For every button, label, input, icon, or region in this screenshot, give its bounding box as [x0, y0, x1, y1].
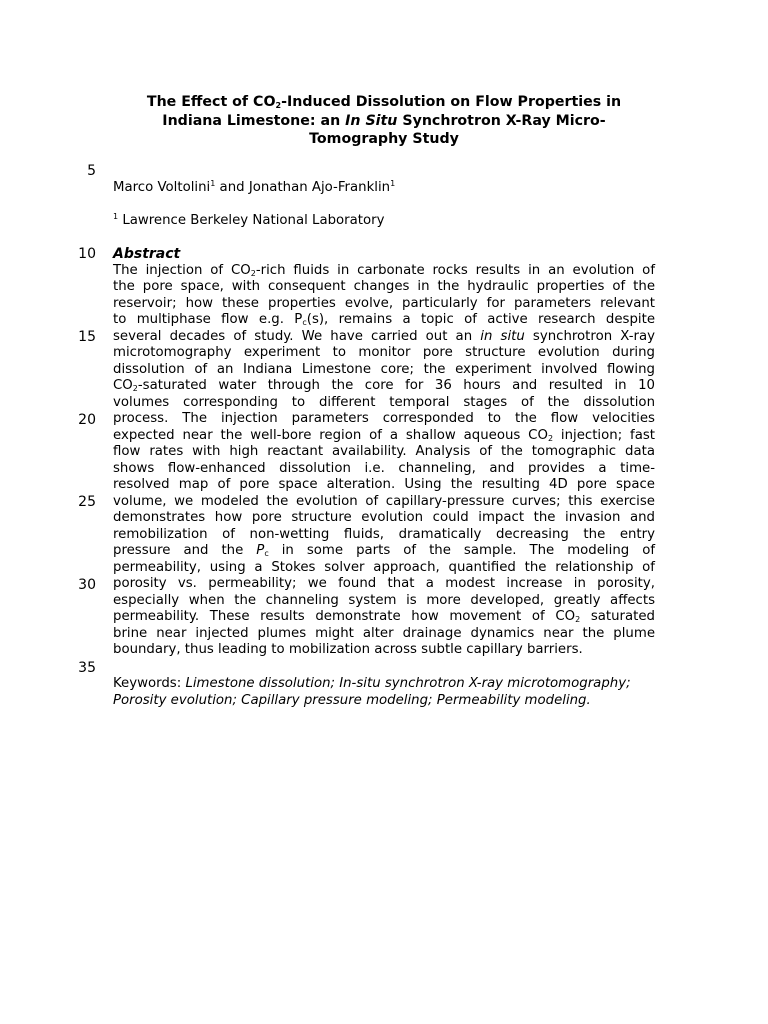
keywords: [113, 676, 673, 709]
line-number-20: 20: [78, 412, 96, 428]
line-number-35: 35: [78, 660, 96, 676]
author-name: Marco Voltolini: [113, 180, 211, 195]
keywords-list: Limestone dissolution; In-situ synchrotron X-ray microtomography;: [185, 676, 631, 691]
affiliation-marker: 1: [390, 179, 396, 188]
abstract-line: microtomography experiment to monitor pore structure evolution during: [113, 345, 655, 360]
paper-title: [113, 93, 655, 149]
line-number-10: 10: [78, 246, 96, 262]
abstract-line: especially when the channeling system is more developed, greatly affects: [113, 592, 655, 608]
abstract-line: permeability, using a Stokes solver approach, quantified the relationship of: [113, 559, 655, 575]
abstract-line: to multiphase flow e.g. $P_c(s)$, remains a topic of active research despite: [113, 312, 656, 327]
line-number-25: 25: [78, 494, 96, 510]
title-line-3: Tomography Study: [309, 131, 459, 147]
affiliation-marker: 1: [113, 212, 119, 221]
affiliation: $^1$ Lawrence Berkeley National Laboratory: [113, 212, 385, 228]
abstract-line: expected near the well-bore region of a shallow aqueous $CO_2$ injection; fast: [113, 427, 656, 443]
author-name: Jonathan Ajo-Franklin: [248, 180, 391, 195]
abstract-line: the pore space, with consequent changes in the hydraulic properties of the: [113, 279, 655, 294]
affiliation-marker: 1: [210, 179, 216, 188]
keywords-list: Porosity evolution; Capillary pressure modeling; Permeability modeling.: [113, 692, 591, 708]
abstract-line: pressure and the $P_c$ in some parts of the sample. The modeling of: [113, 543, 656, 558]
abstract-line: brine near injected plumes might alter drainage dynamics near the plume: [113, 625, 655, 641]
abstract-line: flow rates with high reactant availability. Analysis of the tomographic data: [113, 444, 655, 459]
abstract-line: The injection of $CO_2$-rich fluids in carbonate rocks results in an evolution of: [113, 262, 656, 278]
abstract-line: shows flow-enhanced dissolution i.e. channeling, and provides a time-: [113, 460, 655, 476]
abstract-line: boundary, thus leading to mobilization across subtle capillary barriers.: [113, 642, 583, 657]
title-line-1: The Effect of $CO_2$-Induced Dissolution on Flow Properties in: [146, 94, 622, 110]
line-number-15: 15: [78, 329, 96, 345]
author-list: Marco Voltolini$^1$ and Jonathan Ajo-Franklin$^1$: [113, 179, 396, 195]
abstract-line: volume, we modeled the evolution of capillary-pressure curves; this exercise: [113, 493, 655, 509]
abstract-heading: Abstract: [113, 246, 181, 262]
abstract-line: $CO_2$-saturated water through the core for 36 hours and resulted in 10: [113, 378, 655, 393]
abstract-line: several decades of study. We have carried out an in situ synchrotron X-ray: [113, 328, 655, 344]
line-number-30: 30: [78, 577, 96, 593]
abstract-line: volumes corresponding to different temporal stages of the dissolution: [113, 394, 655, 410]
keywords-label: Keywords:: [113, 676, 186, 691]
abstract-line: porosity vs. permeability; we found that a modest increase in porosity,: [113, 576, 655, 591]
abstract-line: dissolution of an Indiana Limestone core; the experiment involved flowing: [113, 361, 655, 377]
abstract-line: resolved map of pore space alteration. Using the resulting 4D pore space: [113, 477, 655, 492]
abstract-line: permeability. These results demonstrate how movement of $CO_2$ saturated: [113, 609, 655, 624]
abstract-line: process. The injection parameters corresponded to the flow velocities: [113, 411, 655, 426]
abstract-line: reservoir; how these properties evolve, particularly for parameters relevant: [113, 295, 655, 311]
abstract-line: remobilization of non-wetting fluids, dramatically decreasing the entry: [113, 526, 655, 542]
title-line-2: Indiana Limestone: an In Situ Synchrotron X-Ray Micro-: [162, 112, 606, 129]
abstract-body: [113, 263, 655, 659]
line-number-5: 5: [87, 163, 96, 179]
abstract-line: demonstrates how pore structure evolution could impact the invasion and: [113, 510, 655, 525]
